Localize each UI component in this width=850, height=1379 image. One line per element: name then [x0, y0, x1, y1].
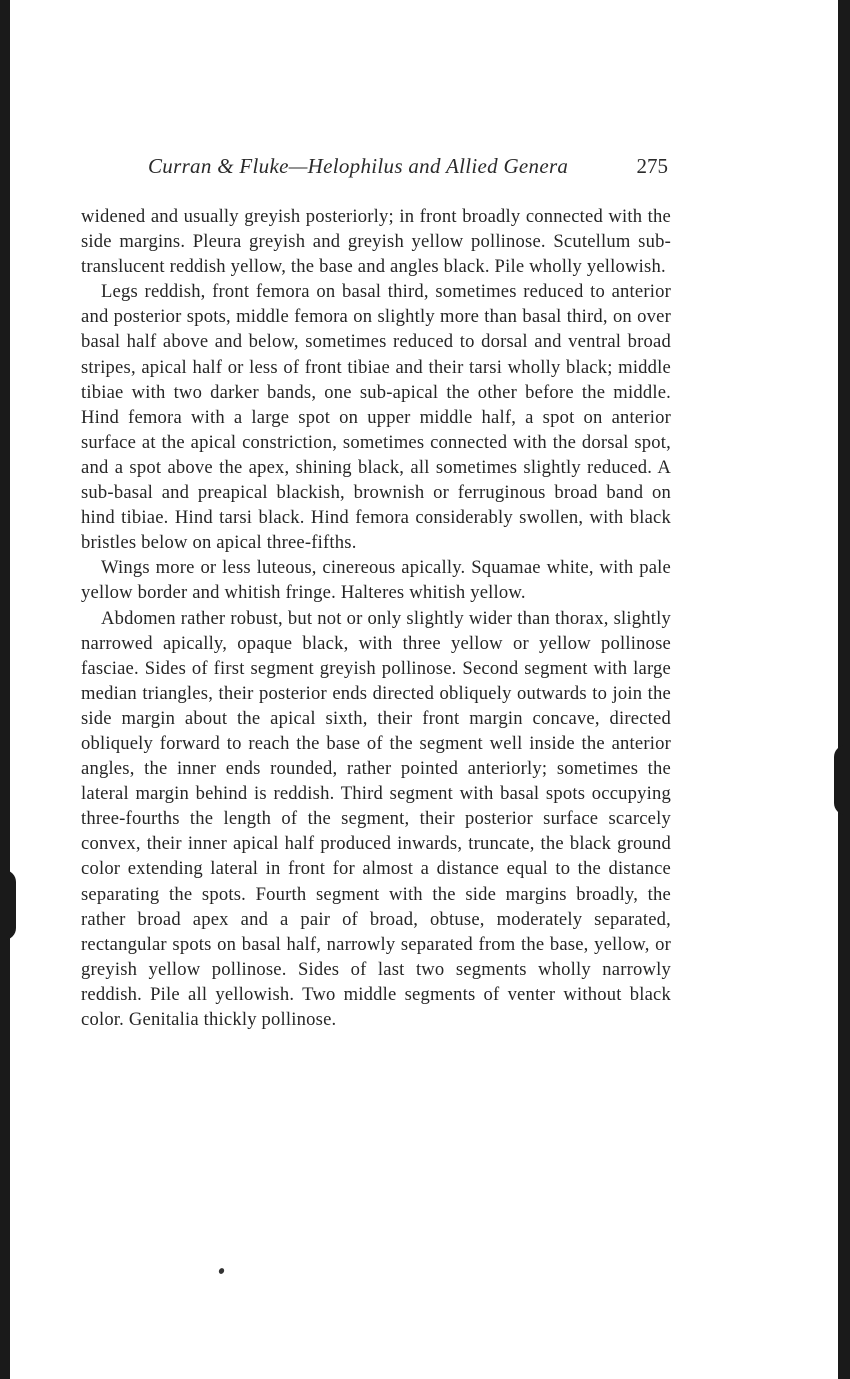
ink-speck: [218, 1267, 225, 1275]
scan-edge-right: [838, 0, 850, 1379]
paragraph-wings: Wings more or less luteous, cinereous apically. Squamae white, with pale yellow border and whitish fringe. Halteres whitish yellow.: [81, 557, 671, 604]
page-header: [148, 154, 668, 184]
scan-edge-left: [0, 0, 10, 1379]
body-text: [81, 204, 671, 1032]
paragraph-abdomen: Abdomen rather robust, but not or only slightly wider than thorax, slightly narrowed apically, opaque black, with three yellow or yellow pollinose fasciae. Sides of first segment greyish pollinose. Second segment with large median triangles, their posterior ends directed obliquely outwards to join the side margin about the apical sixth, their front margin concave, directed obliquely forward to reach the base of the segment well inside the anterior angles, the inner ends rounded, rather pointed anteriorly; sometimes the lateral margin behind is reddish. Third segment with basal spots occupying three-fourths the length of the segment, their posterior surface scarcely convex, their inner apical half produced inwards, truncate, the black ground color extending lateral in front for almost a distance equal to the distance separating the spots. Fourth segment with the side margins broadly, the rather broad apex and a pair of broad, obtuse, moderately separated, rectangular spots on basal half, narrowly separated from the base, yellow, or greyish yellow pollinose. Sides of last two segments wholly narrowly reddish. Pile all yellowish. Two middle segments of venter without black color. Genitalia thickly pollinose.: [81, 607, 671, 1030]
scan-edge-notch: [0, 870, 16, 940]
page-number: 275: [636, 154, 668, 178]
paragraph-legs: Legs reddish, front femora on basal third, sometimes reduced to anterior and posterior spots, middle femora on slightly more than basal third, on over basal half above and below, sometimes reduced to dorsal and ventral broad stripes, apical half or less of front tibiae and their tarsi wholly black; middle tibiae with two darker bands, one sub-apical the other before the middle. Hind femora with a large spot on upper middle half, a spot on anterior surface at the apical constriction, sometimes connected with the dorsal spot, and a spot above the apex, shining black, all sometimes slightly reduced. A sub-basal and preapical blackish, brownish or ferruginous broad band on hind tibiae. Hind tarsi black. Hind femora considerably swollen, with black bristles below on apical three-fifths.: [81, 281, 671, 554]
paragraph-thorax-continued: widened and usually greyish posteriorly; in front broadly connected with the side margins. Pleura greyish and greyish yellow pollinose. Scutellum sub-translucent reddish yellow, the base and angles black. Pile wholly yellowish.: [81, 206, 671, 278]
scan-edge-right-notch: [834, 745, 850, 815]
running-title: Curran & Fluke—Helophilus and Allied Genera: [148, 154, 569, 178]
